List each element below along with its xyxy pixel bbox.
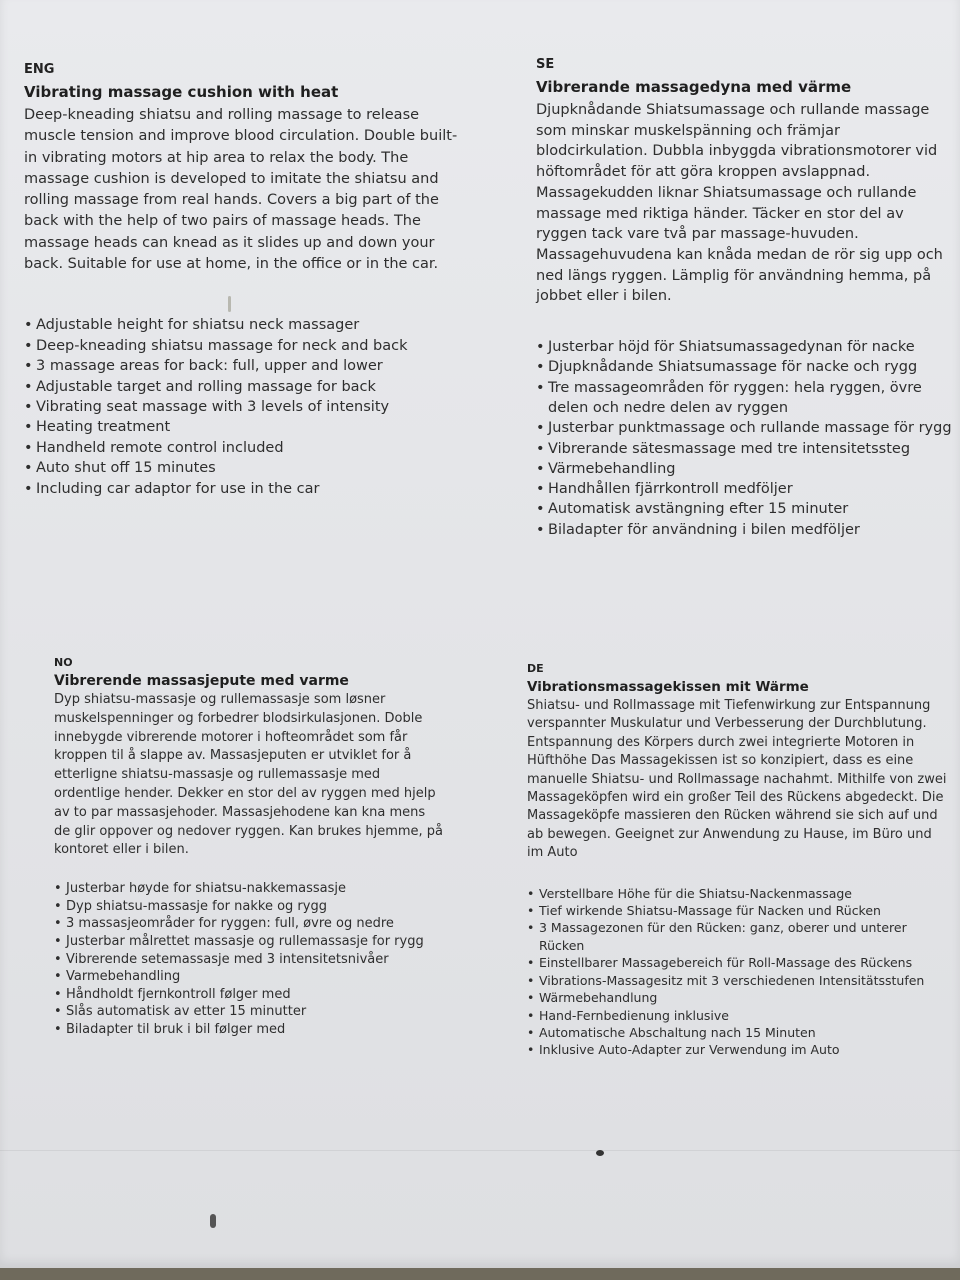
feature-item: • Wärmebehandlung [527, 989, 952, 1006]
feature-list [24, 315, 464, 499]
language-code: SE [536, 57, 555, 72]
feature-item: • Djupknådande Shiatsumassage för nacke och rygg [536, 357, 956, 377]
feature-item: • Adjustable target and rolling massage for back [24, 377, 464, 397]
feature-item: • Hand-Fernbedienung inklusive [527, 1007, 952, 1024]
feature-list [536, 337, 956, 540]
feature-item: • Vibrerande sätesmassage med tre intensitetssteg [536, 439, 956, 459]
feature-item: • 3 Massagezonen für den Rücken: ganz, oberer und unterer Rücken [527, 919, 952, 954]
feature-item: • Einstellbarer Massagebereich für Roll-Massage des Rückens [527, 954, 952, 971]
box-fold-line [0, 1150, 960, 1151]
feature-item: • Håndholdt fjernkontroll følger med [54, 986, 444, 1004]
scuff-mark [210, 1214, 216, 1228]
feature-item: • 3 massage areas for back: full, upper and lower [24, 356, 464, 376]
feature-item: • Justerbar målrettet massasje og rullemassasje for rygg [54, 933, 444, 951]
feature-item: • Justerbar höjd för Shiatsumassagedynan för nacke [536, 337, 956, 357]
feature-item: • Justerbar punktmassage och rullande massage för rygg [536, 418, 956, 438]
section-eng [24, 62, 464, 499]
feature-item: • Inklusive Auto-Adapter zur Verwendung im Auto [527, 1041, 952, 1058]
feature-list [527, 885, 952, 1059]
feature-list [54, 880, 444, 1038]
feature-item: • Automatisk avstängning efter 15 minuter [536, 499, 956, 519]
feature-item: • Värmebehandling [536, 459, 956, 479]
feature-item: • Handheld remote control included [24, 438, 464, 458]
feature-item: • 3 massasjeområder for ryggen: full, øvre og nedre [54, 915, 444, 933]
product-title: Vibrating massage cushion with heat [24, 83, 339, 101]
feature-item: • Justerbar høyde for shiatsu-nakkemassasje [54, 880, 444, 898]
feature-item: • Including car adaptor for use in the car [24, 479, 464, 499]
product-description: Dyp shiatsu-massasje og rullemassasje som løsner muskelspenninger og forbedrer blodsirkulasjonen. Doble innebygde vibrerende motorer i hofteområdet som får kroppen til å slappe av. Massasjeputen er utviklet for å etterligne shiatsu-massasje og rullemassasje med ordentlige hender. Dekker en stor del av ryggen med hjelp av to par massasjehoder. Massasjehodene kan kna mens de glir oppover og nedover ryggen. Kan brukes hjemme, på kontoret eller i bilen. [54, 692, 444, 858]
product-description: Djupknådande Shiatsumassage och rullande massage som minskar muskelspänning och främjar blodcirkulation. Dubbla inbyggda vibrationsmotorer vid höftområdet för att göra kroppen avslappnad. Massagekudden liknar Shiatsumassage och rullande massage med riktiga händer. Täcker en stor del av ryggen tack vare två par massage-huvuden. Massagehuvudena kan knåda medan de rör sig upp och ned längs ryggen. Lämplig för användning hemma, på jobbet eller i bilen. [536, 102, 943, 305]
feature-item: • Varmebehandling [54, 968, 444, 986]
feature-item: • Slås automatisk av etter 15 minutter [54, 1003, 444, 1021]
product-description: Shiatsu- und Rollmassage mit Tiefenwirkung zur Entspannung verspannter Muskulatur und Verbesserung der Durchblutung. Entspannung des Körpers durch zwei integrierte Motoren in Hüfthöhe Das Massagekissen ist so konzipiert, dass es eine manuelle Shiatsu- und Rollmassage nachahmt. Mithilfe von zwei Massageköpfen wird ein großer Teil des Rückens abgedeckt. Die Massageköpfe massieren den Rücken während sie sich auf und ab bewegen. Geeignet zur Anwendung zu Hause, im Büro und im Auto [527, 698, 947, 861]
feature-item: • Vibrerende setemassasje med 3 intensitetsnivåer [54, 951, 444, 969]
product-title: Vibrationsmassagekissen mit Wärme [527, 679, 809, 695]
scuff-mark [596, 1150, 604, 1156]
feature-item: • Heating treatment [24, 417, 464, 437]
language-code: NO [54, 656, 73, 669]
feature-item: • Verstellbare Höhe für die Shiatsu-Nackenmassage [527, 885, 952, 902]
section-se [536, 57, 956, 540]
section-de [527, 662, 952, 1059]
feature-item: • Handhållen fjärrkontroll medföljer [536, 479, 956, 499]
feature-item: • Vibrating seat massage with 3 levels of intensity [24, 397, 464, 417]
feature-item: • Biladapter til bruk i bil følger med [54, 1021, 444, 1039]
feature-item: • Tief wirkende Shiatsu-Massage für Nacken und Rücken [527, 902, 952, 919]
scuff-mark [228, 296, 231, 312]
feature-item: • Adjustable height for shiatsu neck massager [24, 315, 464, 335]
feature-item: • Automatische Abschaltung nach 15 Minuten [527, 1024, 952, 1041]
product-description: Deep-kneading shiatsu and rolling massage to release muscle tension and improve blood circulation. Double built-in vibrating motors at hip area to relax the body. The massage cushion is developed to imitate the shiatsu and rolling massage from real hands. Covers a big part of the back with the help of two pairs of massage heads. The massage heads can knead as it slides up and down your back. Suitable for use at home, in the office or in the car. [24, 107, 458, 273]
feature-item: • Vibrations-Massagesitz mit 3 verschiedenen Intensitätsstufen [527, 972, 952, 989]
product-title: Vibrerende massasjepute med varme [54, 673, 349, 689]
feature-item: • Tre massageområden för ryggen: hela ryggen, övre delen och nedre delen av ryggen [536, 378, 956, 419]
product-title: Vibrerande massagedyna med värme [536, 78, 852, 96]
feature-item: • Dyp shiatsu-massasje for nakke og rygg [54, 898, 444, 916]
language-code: ENG [24, 62, 55, 77]
feature-item: • Deep-kneading shiatsu massage for neck and back [24, 336, 464, 356]
feature-item: • Auto shut off 15 minutes [24, 458, 464, 478]
feature-item: • Biladapter för användning i bilen medföljer [536, 520, 956, 540]
language-code: DE [527, 662, 544, 675]
section-no [54, 656, 444, 1039]
